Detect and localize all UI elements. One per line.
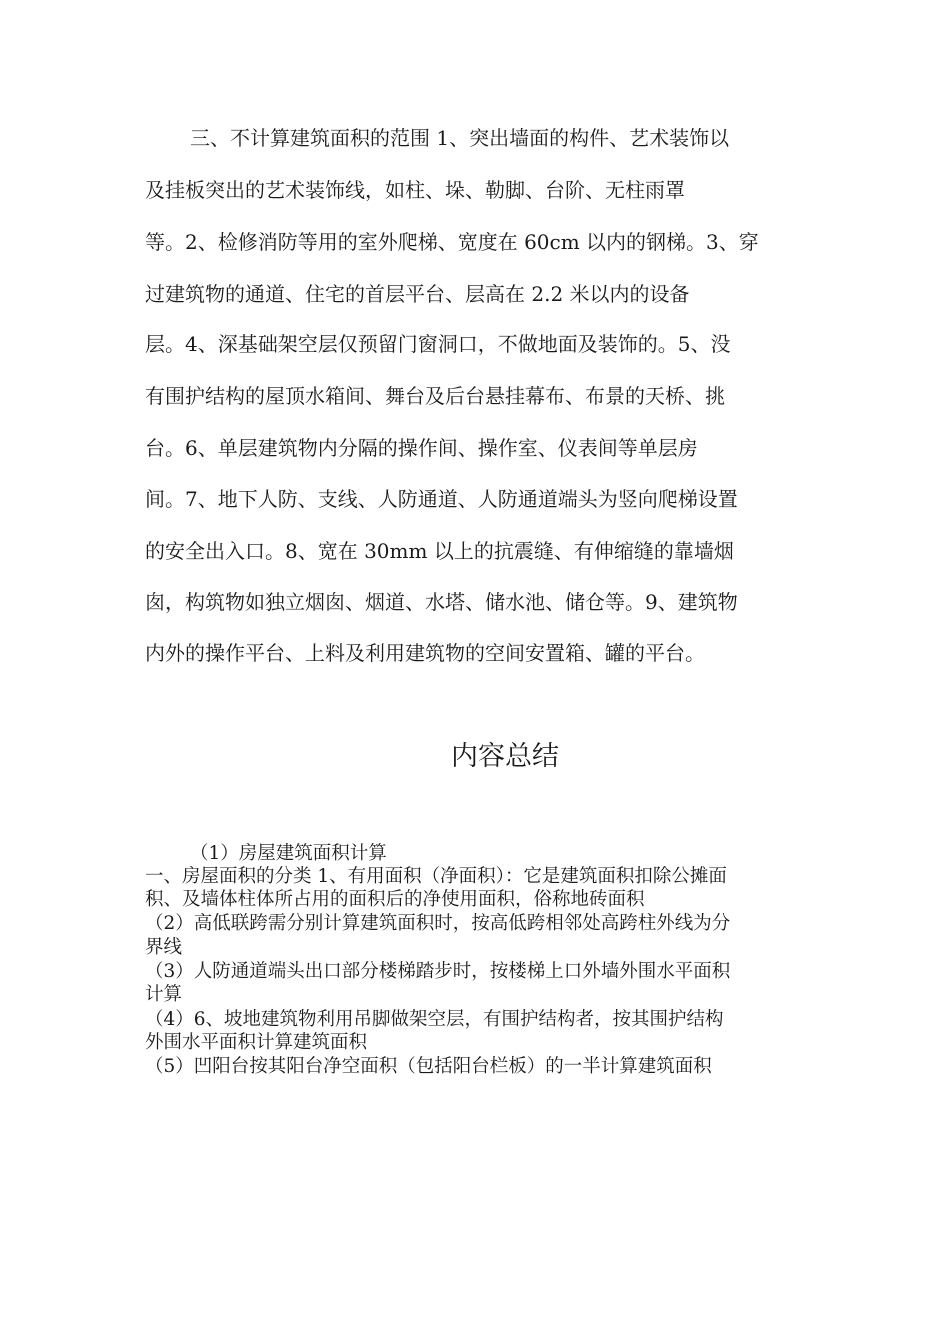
paragraph-line: 的安全出入口。8、宽在 30mm 以上的抗震缝、有伸缩缝的靠墙烟: [145, 539, 734, 563]
paragraph-line: 台。6、单层建筑物内分隔的操作间、操作室、仪表间等单层房: [145, 436, 698, 460]
summary-line: 计算: [145, 984, 183, 1005]
summary-line: 一、房屋面积的分类 1、有用面积（净面积）：它是建筑面积扣除公摊面: [145, 866, 727, 887]
paragraph-line: 等。2、检修消防等用的室外爬梯、宽度在 60cm 以内的钢梯。3、穿: [145, 230, 759, 254]
paragraph-line: 内外的操作平台、上料及利用建筑物的空间安置箱、罐的平台。: [145, 641, 705, 665]
summary-line: 界线: [145, 937, 183, 958]
paragraph-line: 过建筑物的通道、住宅的首层平台、层高在 2.2 米以内的设备: [145, 282, 690, 306]
paragraph-line: 层。4、深基础架空层仅预留门窗洞口，不做地面及装饰的。5、没: [145, 332, 731, 356]
summary-line: 外围水平面积计算建筑面积: [145, 1032, 368, 1053]
paragraph-line: 及挂板突出的艺术装饰线，如柱、垛、勒脚、台阶、无柱雨罩: [145, 178, 685, 202]
summary-line: （1）房屋建筑面积计算: [190, 843, 387, 864]
summary-title: 内容总结: [451, 741, 559, 772]
paragraph-line: 三、不计算建筑面积的范围 1、突出墙面的构件、艺术装饰以: [190, 126, 730, 150]
summary-line: （5）凹阳台按其阳台净空面积（包括阳台栏板）的一半计算建筑面积: [145, 1056, 712, 1077]
summary-line: （3）人防通道端头出口部分楼梯踏步时，按楼梯上口外墙外围水平面积: [145, 961, 731, 982]
summary-line: 积、及墙体柱体所占用的面积后的净使用面积，俗称地砖面积: [145, 889, 645, 910]
paragraph-line: 间。7、地下人防、支线、人防通道、人防通道端头为竖向爬梯设置: [145, 487, 738, 511]
paragraph-line: 有围护结构的屋顶水箱间、舞台及后台悬挂幕布、布景的天桥、挑: [145, 384, 725, 408]
summary-line: （4）6、坡地建筑物利用吊脚做架空层，有围护结构者，按其围护结构: [145, 1009, 724, 1030]
paragraph-line: 囱，构筑物如独立烟囱、烟道、水塔、储水池、储仓等。9、建筑物: [145, 590, 738, 614]
summary-line: （2）高低联跨需分别计算建筑面积时，按高低跨相邻处高跨柱外线为分: [145, 913, 731, 934]
